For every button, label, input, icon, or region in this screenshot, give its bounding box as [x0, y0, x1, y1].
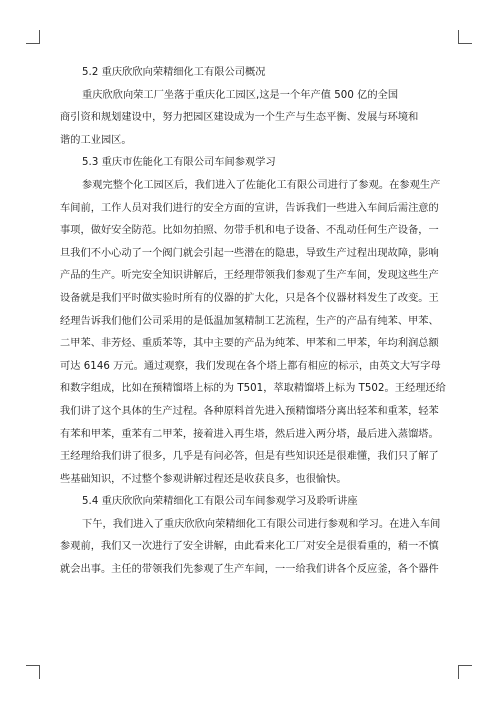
text-line: 和数字组成，比如在预精馏塔上标的为 T501，萃取精馏塔上标为 T502。王经理还给	[60, 383, 446, 395]
text-line: 就会出事。主任的带领我们先参观了生产车间，一一给我们讲各个反应釜，各个器件	[60, 564, 439, 576]
crop-mark-bottom-left	[26, 665, 40, 679]
text-line: 设备就是我们平时做实验时所有的仪器的扩大化，只是各个仪器材料发生了改变。王	[60, 292, 439, 304]
crop-mark-top-left	[26, 30, 40, 44]
text-line: 事项，做好安全防范。比如勿拍照、勿带手机和电子设备、不乱动任何生产设备，一	[60, 225, 439, 237]
text-line: 商引资和规划建设中，努力把园区建设成为一个生产与生态平衡、发展与环境和	[60, 112, 419, 124]
text-line: 二甲苯、非芳烃、重质苯等，其中主要的产品为纯苯、甲苯和二甲苯，年均利润总额	[60, 338, 439, 350]
text-line: 参观完整个化工园区后，我们进入了佐能化工有限公司进行了参观。在参观生产	[82, 179, 441, 191]
text-line: 有苯和甲苯，重苯有二甲苯，接着进入再生塔，然后进入两分塔，最后进入蒸馏塔。	[60, 428, 439, 440]
text-line: 重庆欣欣向荣工厂坐落于重庆化工园区,这是一个年产值 500 亿的全国	[82, 89, 399, 101]
text-line: 5.4 重庆欣欣向荣精细化工有限公司车间参观学习及聆听讲座	[82, 496, 358, 508]
text-line: 些基础知识，不过整个参观讲解过程还是收获良多，也很愉快。	[60, 473, 347, 485]
crop-mark-bottom-right	[458, 665, 472, 679]
text-line: 经理告诉我们他们公司采用的是低温加氢精制工艺流程，生产的产品有纯苯、甲苯、	[60, 315, 439, 327]
text-line: 产品的生产。听完安全知识讲解后，王经理带领我们参观了生产车间，发现这些生产	[60, 270, 439, 282]
text-line: 5.2 重庆欣欣向荣精细化工有限公司概况	[82, 67, 266, 78]
text-line: 王经理给我们讲了很多，几乎是有问必答，但是有些知识还是很难懂，我们只了解了	[60, 451, 439, 463]
document-body	[60, 62, 444, 582]
text-line: 可达 6146 万元。通过观察，我们发现在各个塔上都有相应的标示，由英文大写字母	[60, 360, 441, 372]
crop-mark-top-right	[458, 30, 472, 44]
text-line: 下午，我们进入了重庆欣欣向荣精细化工有限公司进行参观和学习。在进入车间	[82, 518, 441, 530]
text-line: 我们讲了这个具体的生产过程。各种原料首先进入预精馏塔分离出轻苯和重苯，轻苯	[60, 405, 439, 417]
text-line: 谐的工业园区。	[60, 134, 132, 146]
text-line: 旦我们不小心动了一个阀门就会引起一些潜在的隐患，导致生产过程出现故障，影响	[60, 247, 439, 259]
text-line: 参观前，我们又一次进行了安全讲解，由此看来化工厂对安全是很看重的，稍一不慎	[60, 541, 439, 553]
text-line: 车间前，工作人员对我们进行的安全方面的宣讲，告诉我们一些进入车间后需注意的	[60, 202, 439, 214]
text-line: 5.3 重庆市佐能化工有限公司车间参观学习	[82, 157, 276, 169]
